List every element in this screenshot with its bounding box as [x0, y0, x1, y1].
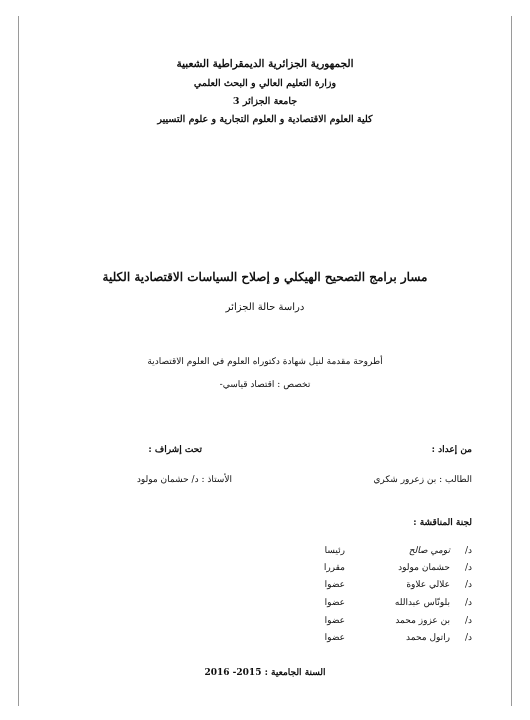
- committee-prefix: د/: [464, 598, 472, 608]
- committee-member-role: مقررا: [323, 563, 345, 573]
- prepared-by-label: من إعداد :: [431, 445, 472, 455]
- thesis-statement: أطروحة مقدمة لنيل شهادة دكتوراه العلوم في العلوم الاقتصادية: [147, 357, 383, 367]
- committee-prefix: د/: [464, 633, 472, 643]
- thesis-subtitle: دراسة حالة الجزائر: [225, 302, 305, 313]
- student-name: الطالب : بن زعرور شكري: [373, 475, 472, 485]
- committee-member-name: تومي صالح: [408, 546, 450, 556]
- committee-member-name: علالي علاوة: [406, 580, 450, 590]
- republic-name: الجمهورية الجزائرية الديمقراطية الشعبية: [176, 58, 354, 70]
- thesis-title: مسار برامج التصحيح الهيكلي و إصلاح السياسات الاقتصادية الكلية: [102, 270, 428, 284]
- supervisor-name: الأستاذ : د/ حشمان مولود: [136, 475, 232, 485]
- committee-member-role: عضوا: [324, 598, 345, 608]
- faculty-name: كلية العلوم الاقتصادية و العلوم التجارية و علوم التسيير: [157, 114, 373, 125]
- university-name: جامعة الجزائر 3: [232, 96, 298, 107]
- specialization: تخصص : اقتصاد قياسي-: [219, 380, 311, 390]
- committee-member-name: راتول محمد: [406, 633, 450, 643]
- committee-member-role: رئيسا: [324, 546, 345, 556]
- supervised-by-label: تحت إشراف :: [148, 445, 202, 455]
- committee-prefix: د/: [464, 616, 472, 626]
- committee-member-name: بن عزوز محمد: [395, 616, 450, 626]
- committee-member-role: عضوا: [324, 633, 345, 643]
- ministry-name: وزارة التعليم العالي و البحث العلمي: [193, 78, 337, 89]
- committee-member-role: عضوا: [324, 616, 345, 626]
- academic-year: السنة الجامعية : 2015- 2016: [204, 668, 326, 678]
- committee-label: لجنة المناقشة :: [413, 518, 472, 528]
- committee-prefix: د/: [464, 546, 472, 556]
- committee-prefix: د/: [464, 563, 472, 573]
- committee-member-role: عضوا: [324, 580, 345, 590]
- committee-prefix: د/: [464, 580, 472, 590]
- committee-member-name: بلونّاس عبدالله: [394, 598, 450, 608]
- committee-member-name: حشمان مولود: [398, 563, 450, 573]
